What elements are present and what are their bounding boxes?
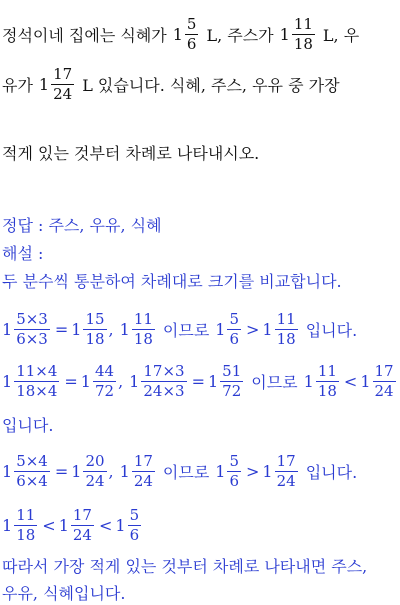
equals-sign: =: [64, 371, 78, 391]
conclusion-line-2: [2, 580, 400, 604]
mixed-whole: 1: [207, 371, 219, 391]
problem-text: L, 주스가: [206, 25, 274, 45]
mixed-whole: 1: [215, 461, 226, 481]
conclusion-text: 우유, 식혜입니다.: [2, 583, 126, 603]
less-than-sign: <: [42, 515, 56, 535]
fraction: $\frac{5}{6}$: [186, 14, 197, 53]
explanation-intro-text: 두 분수씩 통분하여 차례대로 크기를 비교합니다.: [2, 271, 342, 291]
comma: ,: [108, 461, 114, 481]
fraction: $\frac{11}{18}$: [133, 309, 153, 348]
connector-text: 이므로: [162, 462, 210, 482]
mixed-whole: 1: [215, 319, 226, 339]
problem-line-2: [2, 58, 400, 110]
less-than-sign: <: [98, 515, 113, 535]
fraction: $\frac{17}{24}$: [72, 505, 92, 544]
connector-text: 이므로: [251, 372, 298, 392]
greater-than-sign: >: [246, 319, 260, 339]
mixed-whole: 1: [2, 319, 13, 339]
fraction: $\frac{5}{6}$: [229, 451, 240, 490]
explanation-label-text: 해설 :: [2, 243, 44, 263]
comparison-step-2: [2, 356, 400, 406]
fraction: $\frac{11}{18}$: [317, 361, 337, 400]
fraction: $\frac{5\times 3}{6\times 3}$: [16, 309, 48, 348]
mixed-whole: 1: [71, 319, 82, 339]
mixed-whole: 1: [303, 371, 314, 391]
mixed-whole: 1: [38, 74, 50, 94]
fraction: $\frac{5\times 4}{6\times 4}$: [16, 451, 48, 490]
ending-text: 입니다.: [305, 462, 358, 482]
problem-text: L, 우: [322, 25, 360, 45]
problem-text: 유가: [2, 75, 33, 95]
fraction: $\frac{17}{24}$: [374, 361, 394, 400]
fraction: $\frac{17}{24}$: [276, 451, 296, 490]
problem-text: 정석이네 집에는 식혜가: [2, 25, 167, 45]
mixed-whole: 1: [2, 371, 13, 391]
fraction: $\frac{11}{18}$: [276, 309, 296, 348]
explanation-intro: [2, 268, 400, 292]
fraction: $\frac{5}{6}$: [229, 309, 240, 348]
mixed-whole: 1: [119, 461, 130, 481]
comparison-step-2-end: [2, 412, 400, 436]
explanation-label: [2, 240, 400, 264]
fraction: $\frac{17}{24}$: [53, 64, 73, 103]
fraction: $\frac{17\times 3}{24\times 3}$: [143, 361, 185, 400]
mixed-whole: 1: [2, 461, 13, 481]
mixed-whole: 1: [115, 515, 126, 535]
mixed-whole: 1: [58, 515, 69, 535]
comma: ,: [108, 319, 114, 339]
fraction: $\frac{15}{18}$: [85, 309, 105, 348]
answer-line: [2, 212, 400, 236]
final-ordering: [2, 500, 400, 550]
answer-text: 정답 : 주스, 우유, 식혜: [2, 215, 162, 235]
equals-sign: =: [54, 319, 69, 339]
fraction: $\frac{17}{24}$: [133, 451, 153, 490]
mixed-whole: 1: [262, 319, 273, 339]
fraction: $\frac{5}{6}$: [129, 505, 140, 544]
problem-line-3: [2, 140, 400, 164]
equals-sign: =: [54, 461, 69, 481]
fraction: $\frac{11}{18}$: [293, 14, 313, 53]
conclusion-line-1: [2, 553, 400, 577]
fraction: $\frac{51}{72}$: [222, 361, 242, 400]
less-than-sign: <: [343, 371, 358, 391]
mixed-whole: 1: [119, 319, 130, 339]
greater-than-sign: >: [246, 461, 260, 481]
equals-sign: =: [191, 371, 205, 391]
mixed-whole: 1: [262, 461, 273, 481]
ending-text: 입니다.: [305, 320, 358, 340]
conclusion-text: 따라서 가장 적게 있는 것부터 차례로 나타내면 주스,: [2, 556, 368, 576]
fraction: $\frac{11}{18}$: [16, 505, 36, 544]
fraction: $\frac{20}{24}$: [85, 451, 105, 490]
problem-line-1: [2, 8, 400, 60]
comparison-step-3: [2, 446, 400, 496]
fraction: $\frac{11\times 4}{18\times 4}$: [16, 361, 58, 400]
comma: ,: [118, 371, 124, 391]
connector-text: 이므로: [162, 320, 210, 340]
mixed-whole: 1: [172, 24, 183, 44]
ending-text: 입니다.: [2, 415, 54, 435]
fraction: $\frac{44}{72}$: [94, 361, 115, 400]
mixed-whole: 1: [360, 371, 371, 391]
problem-text: 적게 있는 것부터 차례로 나타내시오.: [2, 143, 260, 163]
mixed-whole: 1: [129, 371, 140, 391]
mixed-whole: 1: [2, 515, 13, 535]
problem-text: L 있습니다. 식혜, 주스, 우유 중 가장: [82, 75, 340, 95]
mixed-whole: 1: [279, 24, 290, 44]
comparison-step-1: [2, 304, 400, 354]
mixed-whole: 1: [71, 461, 82, 481]
mixed-whole: 1: [80, 371, 91, 391]
